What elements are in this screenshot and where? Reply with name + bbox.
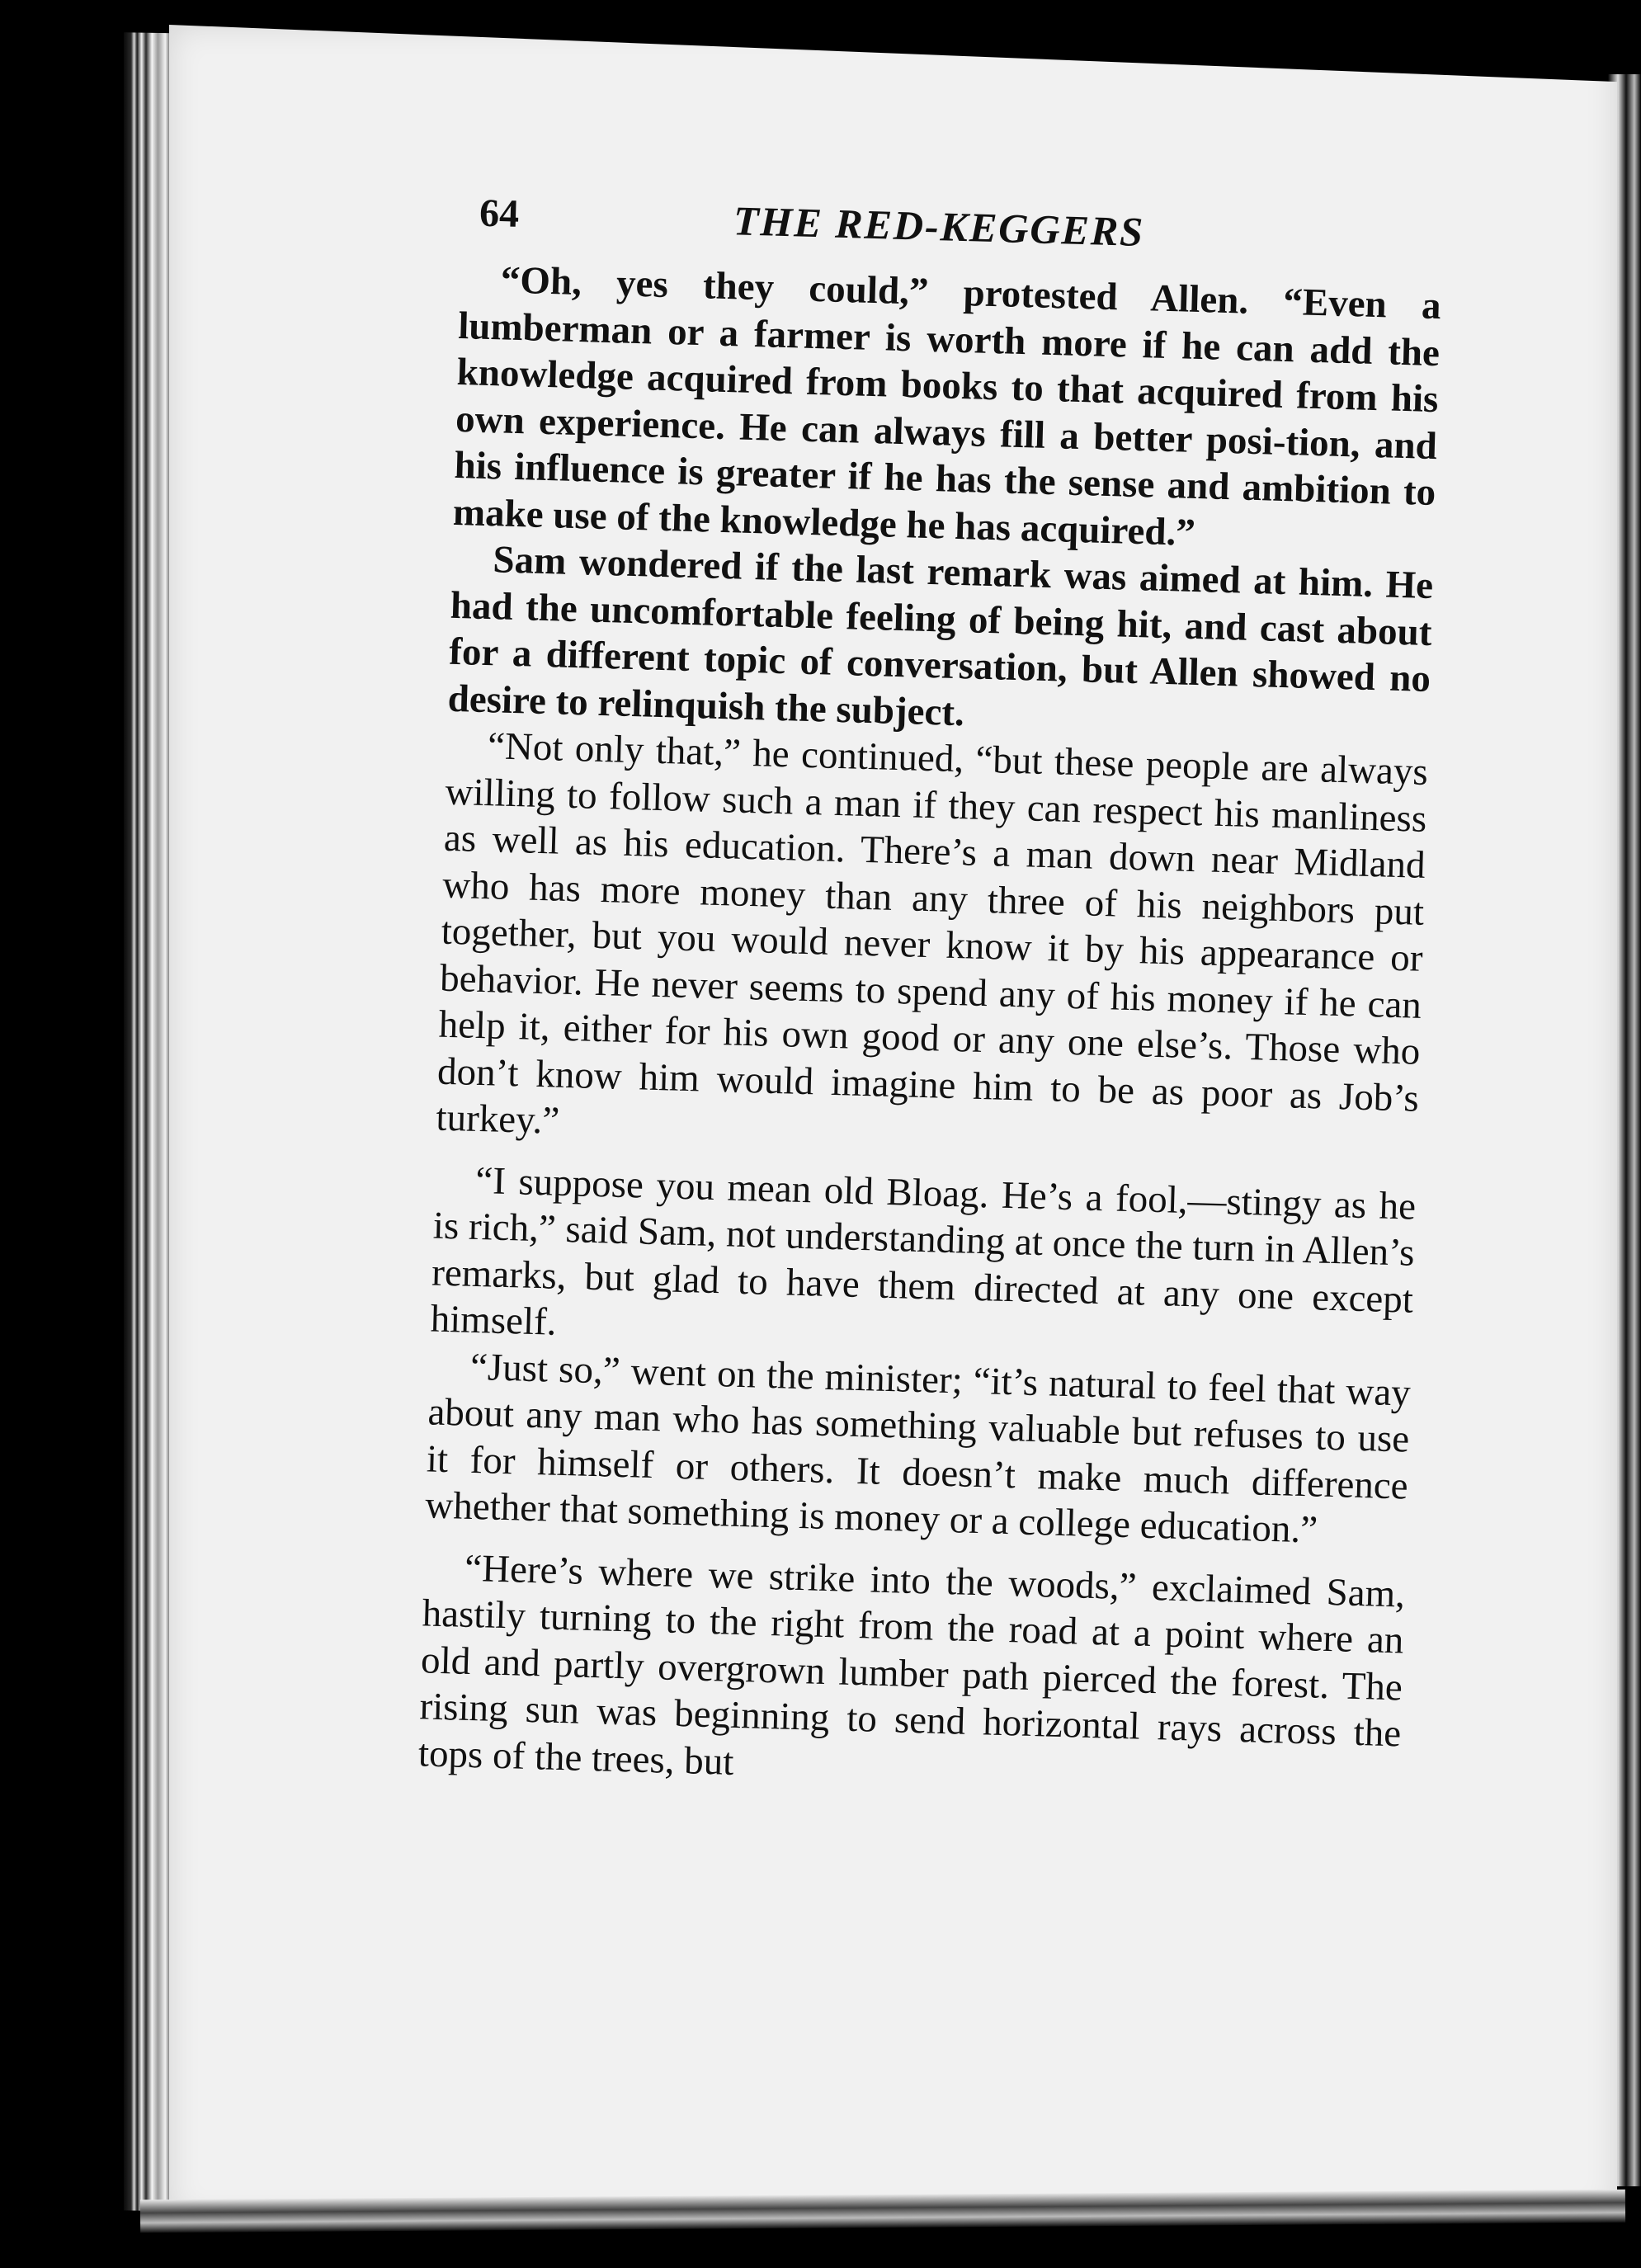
paragraph: “I suppose you mean old Bloag. He’s a fool,—stingy as he is rich,” said Sam, not understanding at once the turn in Allen’s remarks, but glad to have them directed at any one except himself. — [430, 1158, 1417, 1344]
page-text-block — [417, 190, 1443, 1804]
page-number: 64 — [479, 191, 520, 236]
running-title: THE RED-KEGGERS — [733, 197, 1145, 256]
paragraph: “Here’s where we strike into the woods,” exclaimed Sam, hastily turning to the right from the road at a point where an old and partly overgrown lumber path pierced the forest. The rising sun was beginning to send horizontal rays across the tops of the trees, but — [417, 1546, 1406, 1784]
paragraph: “Not only that,” he continued, “but these people are always willing to follow such a man if they can respect his manliness as well as his education. There’s a man down near Midland who has more money than any three of his neighbors put together, but you would never know it by his appearance or behavior. He never seems to spend any of his money if he can help it, either for his own good or any one else’s. Those who don’t know him would imagine him to be as poor as Job’s turkey.” — [435, 724, 1429, 1143]
paragraph: “Just so,” went on the minister; “it’s natural to feel that way about any man who has something valuable but refuses to use it for himself or others. It doesn’t make much difference whether that something is money or a college education.” — [424, 1345, 1412, 1552]
paragraph: “Oh, yes they could,” protested Allen. “Even a lumberman or a farmer is worth more if he can add the knowledge acquired from books to that acquired from his own experience. He can always fill a better posi-tion, and his influence is greater if he has the sense and ambition to make use of the knowledge he has acquired.” — [452, 258, 1442, 554]
paragraph: Sam wondered if the last remark was aimed at him. He had the uncomfortable feeling of being hit, and cast about for a different topic of conversation, but Allen showed no desire to relinquish the subject. — [447, 538, 1434, 734]
